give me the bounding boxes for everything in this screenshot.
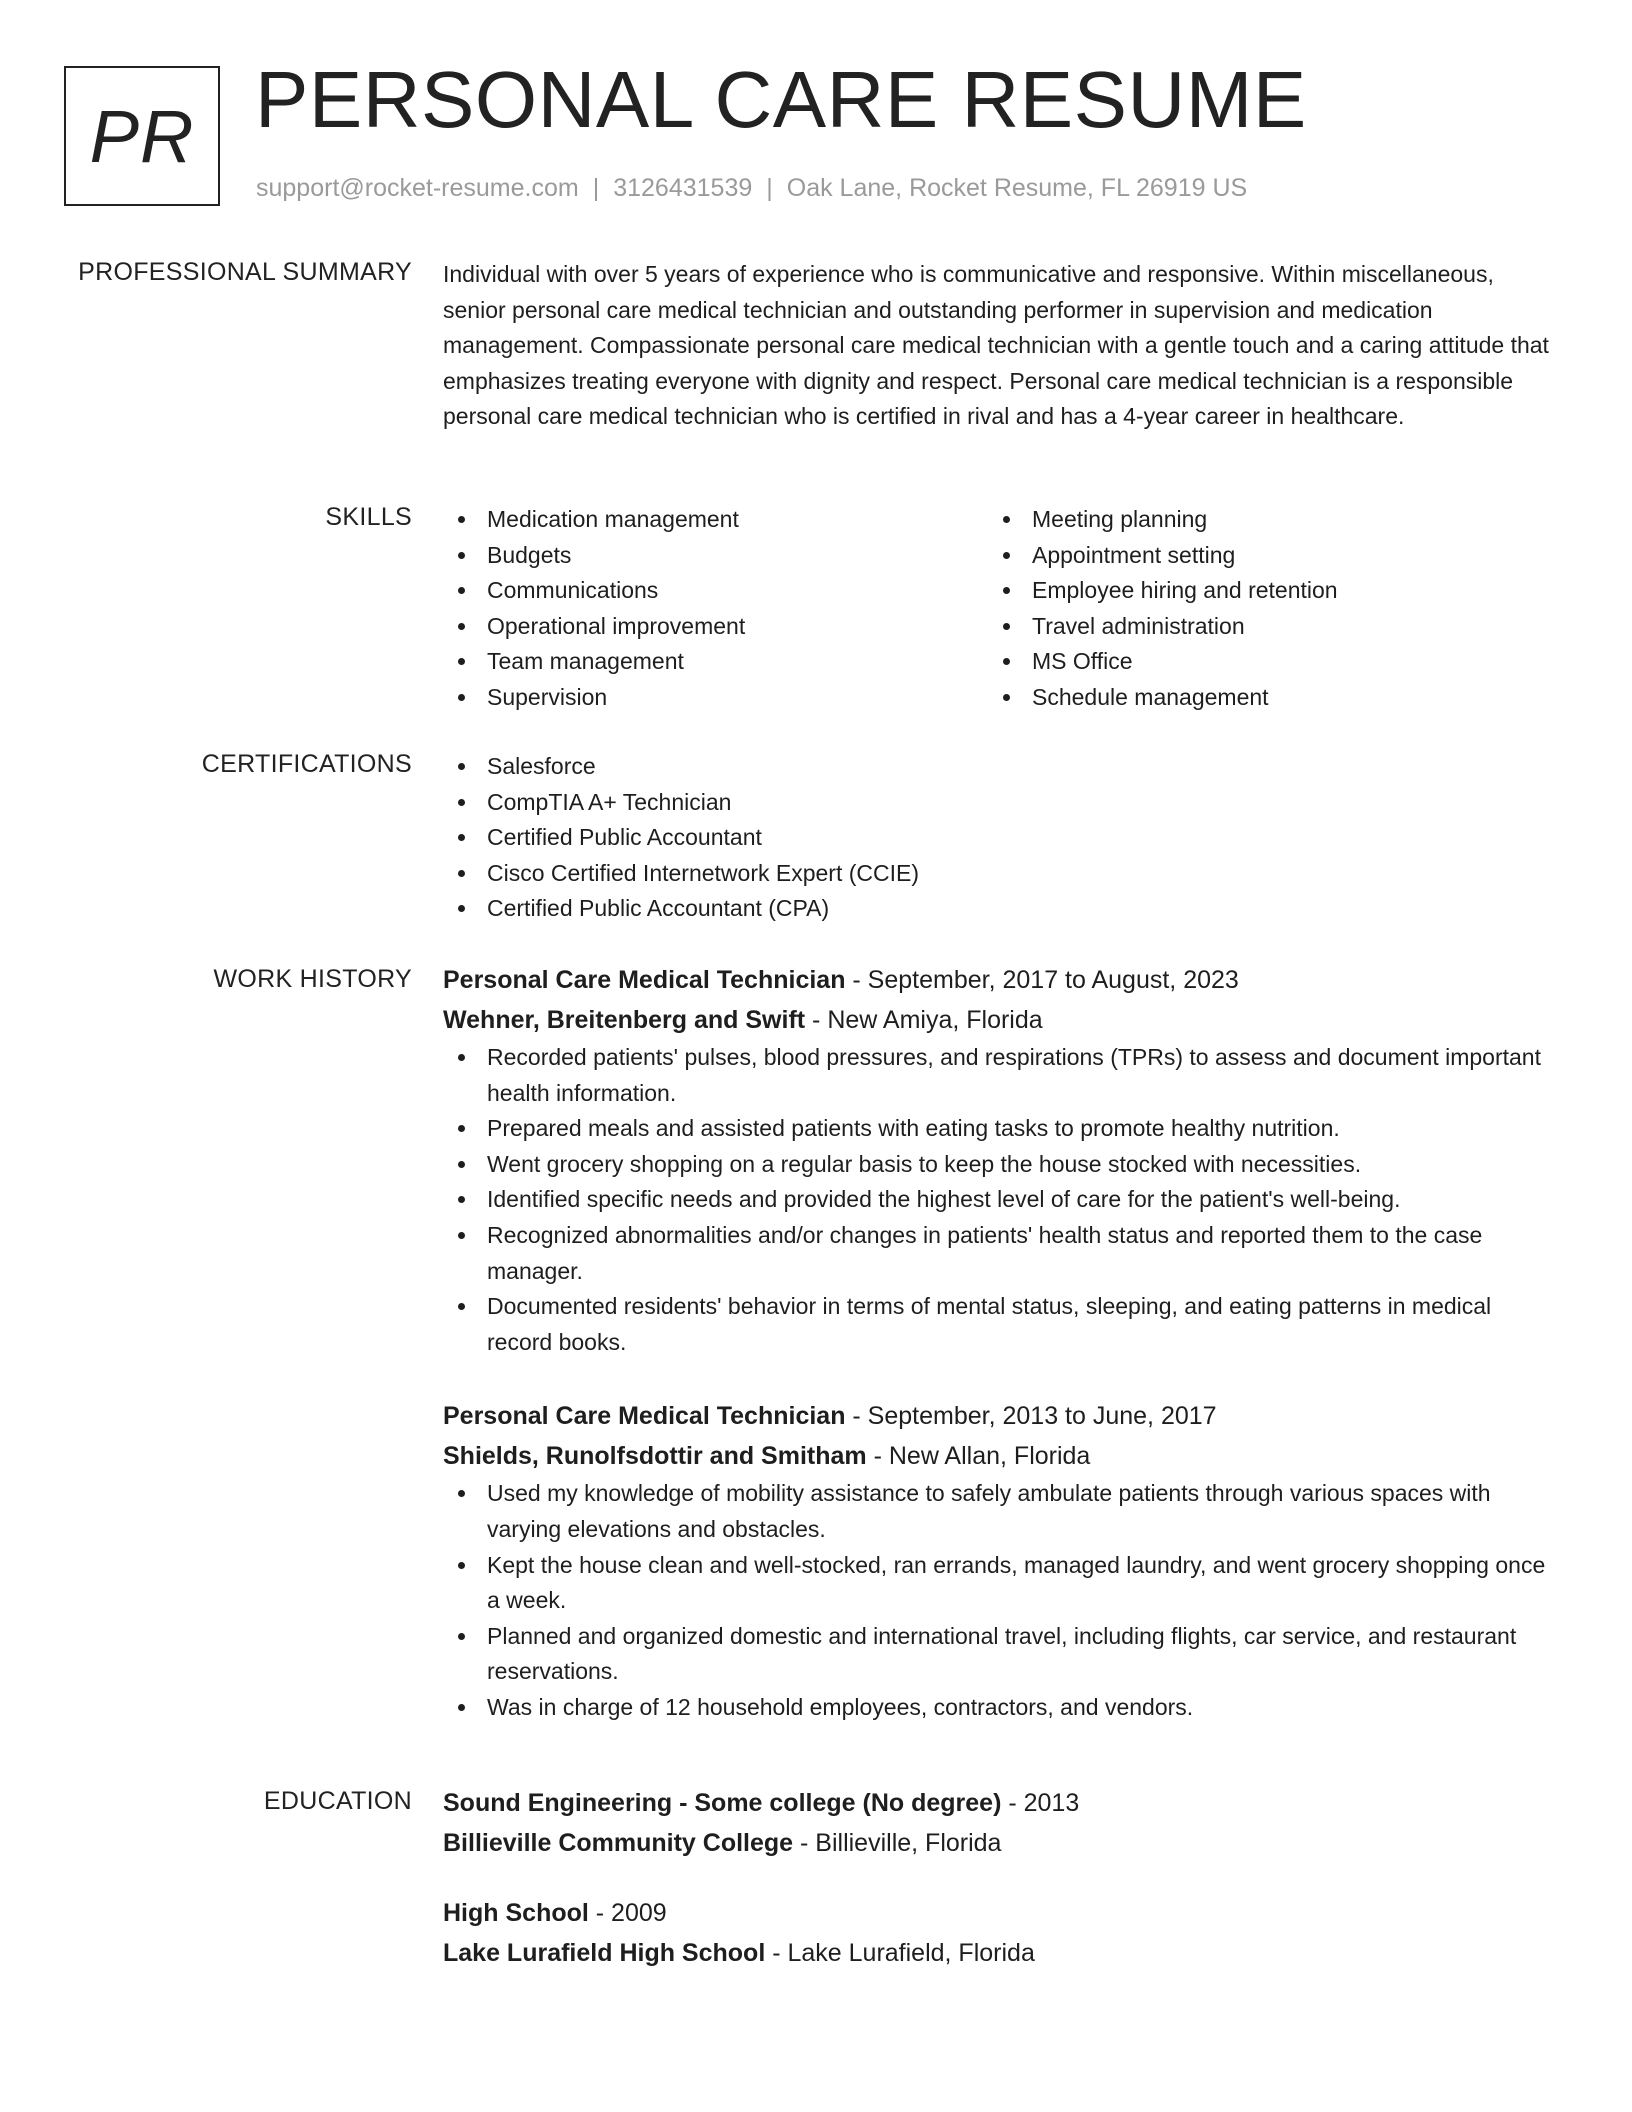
- job-bullet: Recognized abnormalities and/or changes in patients' health status and reported them to the case manager.: [443, 1218, 1558, 1289]
- skills-body: [443, 502, 1558, 716]
- job-bullets: [443, 1040, 1558, 1360]
- job-bullets: [443, 1476, 1558, 1725]
- contact-email: support@rocket-resume.com: [256, 174, 579, 202]
- education-location: - Lake Lurafield, Florida: [765, 1939, 1035, 1967]
- skills-columns: [443, 502, 1558, 716]
- certifications-body: [443, 749, 1558, 927]
- job-dates: - September, 2013 to June, 2017: [845, 1402, 1217, 1431]
- job-entry: [443, 1396, 1558, 1725]
- education-school: Lake Lurafield High School: [443, 1939, 766, 1967]
- contact-phone: 3126431539: [613, 174, 753, 202]
- page-title: PERSONAL CARE RESUME: [255, 55, 1307, 144]
- job-bullet: Recorded patients' pulses, blood pressures, and respirations (TPRs) to assess and document important health information.: [443, 1040, 1558, 1111]
- education-degree: High School: [443, 1899, 589, 1927]
- contact-address: Oak Lane, Rocket Resume, FL 26919 US: [786, 174, 1248, 202]
- skill-item: Budgets: [443, 538, 988, 574]
- skill-item: Meeting planning: [988, 502, 1533, 538]
- employer-location: - New Amiya, Florida: [805, 1006, 1043, 1034]
- summary-body: [443, 257, 1558, 435]
- education-degree-line: [443, 1783, 1558, 1823]
- contact-line: [256, 174, 1247, 203]
- employer-line: [443, 1000, 1558, 1040]
- skill-item: MS Office: [988, 644, 1533, 680]
- skill-item: Team management: [443, 644, 988, 680]
- job-title: Personal Care Medical Technician: [443, 1402, 846, 1431]
- education-year: - 2013: [1001, 1789, 1080, 1817]
- education-degree-line: [443, 1893, 1558, 1933]
- monogram-logo: PR: [64, 66, 220, 206]
- work-history-label: WORK HISTORY: [213, 965, 412, 993]
- job-bullet: Kept the house clean and well-stocked, ran errands, managed laundry, and went grocery shopping once a week.: [443, 1548, 1558, 1619]
- contact-separator: |: [766, 174, 773, 202]
- job-title-line: [443, 1396, 1558, 1436]
- contact-separator: |: [592, 174, 600, 202]
- education-year: - 2009: [588, 1899, 667, 1927]
- work-history-body: [443, 960, 1558, 1726]
- employer-name: Shields, Runolfsdottir and Smitham: [443, 1442, 867, 1471]
- certifications-label: CERTIFICATIONS: [201, 750, 412, 778]
- skill-item: Medication management: [443, 502, 988, 538]
- certifications-list: [443, 749, 1558, 927]
- job-bullet: Documented residents' behavior in terms of mental status, sleeping, and eating patterns in medical record books.: [443, 1289, 1558, 1360]
- skill-item: Travel administration: [988, 609, 1533, 645]
- skills-label: SKILLS: [325, 503, 412, 531]
- job-bullet: Prepared meals and assisted patients with eating tasks to promote healthy nutrition.: [443, 1111, 1558, 1147]
- skills-list-right: [988, 502, 1533, 716]
- education-entry: [443, 1783, 1558, 1863]
- education-label: EDUCATION: [263, 1787, 412, 1815]
- job-bullet: Identified specific needs and provided the highest level of care for the patient's well-being.: [443, 1182, 1558, 1218]
- job-entry: [443, 960, 1558, 1360]
- skill-item: Operational improvement: [443, 609, 988, 645]
- certification-item: Cisco Certified Internetwork Expert (CCIE): [443, 856, 1558, 892]
- job-bullet: Used my knowledge of mobility assistance to safely ambulate patients through various spaces with varying elevations and obstacles.: [443, 1476, 1558, 1547]
- employer-line: [443, 1436, 1558, 1476]
- job-title-line: [443, 960, 1558, 1000]
- job-bullet: Was in charge of 12 household employees, contractors, and vendors.: [443, 1690, 1558, 1726]
- employer-name: Wehner, Breitenberg and Swift: [443, 1006, 806, 1034]
- certification-item: Certified Public Accountant: [443, 820, 1558, 856]
- education-body: [443, 1783, 1558, 1973]
- summary-label: PROFESSIONAL SUMMARY: [78, 258, 412, 286]
- education-school: Billieville Community College: [443, 1829, 794, 1857]
- certification-item: Certified Public Accountant (CPA): [443, 891, 1558, 927]
- education-entry: [443, 1893, 1558, 1973]
- job-dates: - September, 2017 to August, 2023: [845, 966, 1239, 994]
- certification-item: Salesforce: [443, 749, 1558, 785]
- skill-item: Appointment setting: [988, 538, 1533, 574]
- education-school-line: [443, 1823, 1558, 1863]
- skill-item: Schedule management: [988, 680, 1533, 716]
- job-bullet: Planned and organized domestic and international travel, including flights, car service, and restaurant reservations.: [443, 1619, 1558, 1690]
- summary-text: Individual with over 5 years of experience who is communicative and responsive. Within miscellaneous, senior personal care medical technician and outstanding performer in supervision and medication management. Compassionate personal care medical technician with a gentle touch and a caring attitude that emphasizes treating everyone with dignity and respect. Personal care medical technician is a responsible personal care medical technician who is certified in rival and has a 4-year career in healthcare.: [443, 261, 1549, 430]
- education-degree: Sound Engineering - Some college (No degree): [443, 1789, 1002, 1817]
- skills-list-left: [443, 502, 988, 716]
- education-school-line: [443, 1933, 1558, 1973]
- skill-item: Supervision: [443, 680, 988, 716]
- job-title: Personal Care Medical Technician: [443, 966, 846, 994]
- skill-item: Employee hiring and retention: [988, 573, 1533, 609]
- employer-location: - New Allan, Florida: [866, 1442, 1091, 1471]
- certification-item: CompTIA A+ Technician: [443, 785, 1558, 821]
- skill-item: Communications: [443, 573, 988, 609]
- education-location: - Billieville, Florida: [793, 1829, 1002, 1857]
- job-bullet: Went grocery shopping on a regular basis to keep the house stocked with necessities.: [443, 1147, 1558, 1183]
